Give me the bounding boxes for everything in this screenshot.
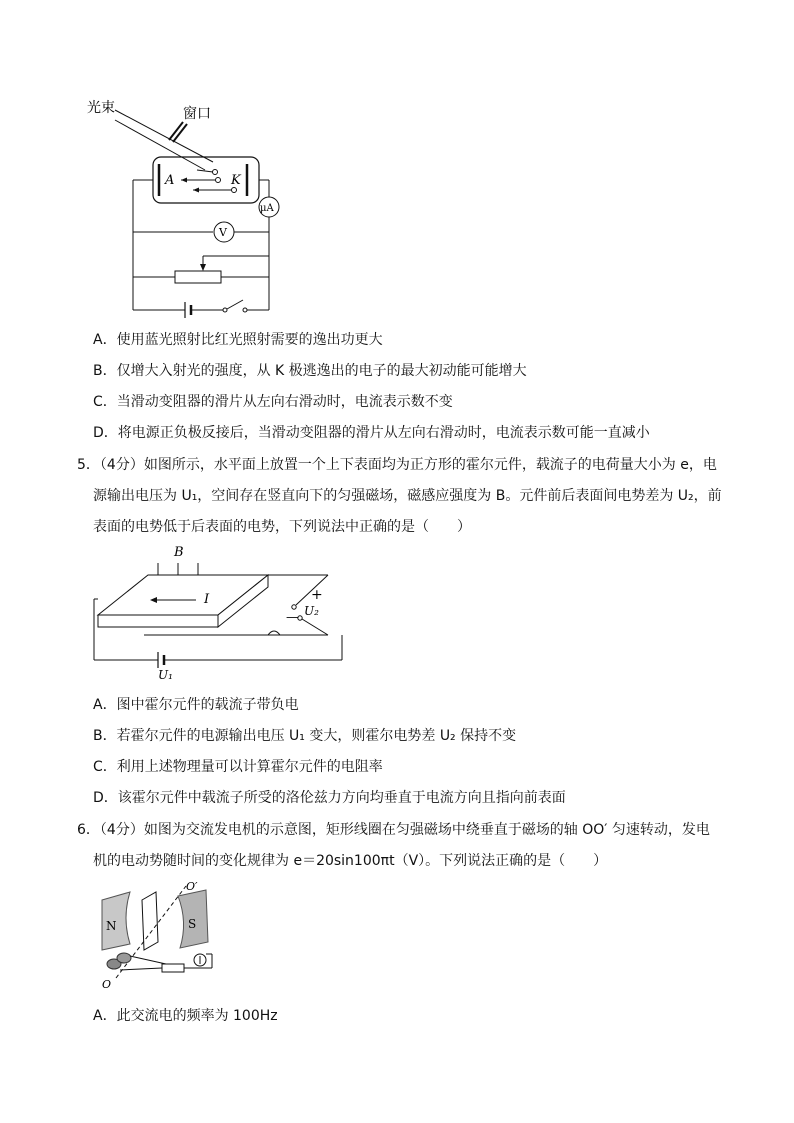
axis-top-label: O′ bbox=[186, 880, 198, 893]
q5-option-a: A．图中霍尔元件的载流子带负电 bbox=[93, 697, 299, 713]
hall-element-figure bbox=[92, 543, 372, 683]
q4-option-b: B．仅增大入射光的强度，从 K 极逃逸出的电子的最大初动能可能增大 bbox=[93, 363, 527, 379]
u2-plus-sign: + bbox=[311, 587, 323, 603]
cathode-label: K bbox=[231, 173, 241, 188]
q4-option-c: C．当滑动变阻器的滑片从左向右滑动时，电流表示数不变 bbox=[93, 394, 453, 410]
hall-voltage-label: U₂ bbox=[304, 604, 319, 618]
q5-stem-line2: 源输出电压为 U₁，空间存在竖直向下的匀强磁场，磁感应强度为 B。元件前后表面间电势差为 U₂，前 bbox=[93, 488, 722, 504]
q5-option-c: C．利用上述物理量可以计算霍尔元件的电阻率 bbox=[93, 759, 383, 775]
window-label: 窗口 bbox=[183, 106, 211, 122]
voltmeter-label: V bbox=[219, 226, 227, 239]
q5-option-b: B．若霍尔元件的电源输出电压 U₁ 变大，则霍尔电势差 U₂ 保持不变 bbox=[93, 728, 517, 744]
q4-option-a: A．使用蓝光照射比红光照射需要的逸出功更大 bbox=[93, 332, 383, 348]
q5-option-d: D．该霍尔元件中载流子所受的洛伦兹力方向均垂直于电流方向且指向前表面 bbox=[93, 790, 566, 806]
q6-option-a: A．此交流电的频率为 100Hz bbox=[93, 1008, 278, 1024]
source-voltage-label: U₁ bbox=[158, 668, 173, 682]
q5-stem-line1: 5．（4分）如图所示，水平面上放置一个上下表面均为正方形的霍尔元件，载流子的电荷量大小为 e，电 bbox=[77, 457, 717, 473]
q5-stem-line3: 表面的电势低于后表面的电势，下列说法中正确的是（ ） bbox=[93, 519, 471, 535]
photoelectric-circuit-figure bbox=[85, 92, 285, 322]
south-pole-label: S bbox=[188, 917, 197, 931]
axis-bottom-label: O bbox=[102, 978, 112, 991]
beam-label: 光束 bbox=[87, 100, 115, 116]
magnetic-field-label: B bbox=[174, 545, 184, 560]
u2-minus-sign: — bbox=[286, 610, 299, 625]
q6-stem-line1: 6．（4分）如图为交流发电机的示意图，矩形线圈在匀强磁场中绕垂直于磁场的轴 OO′ 匀速转动，发电 bbox=[77, 822, 710, 838]
q6-stem-line2: 机的电动势随时间的变化规律为 e＝20sin100πt（V）。下列说法正确的是（ ） bbox=[93, 853, 608, 869]
microammeter-label: μA bbox=[260, 203, 274, 214]
anode-label: A bbox=[165, 173, 175, 188]
ac-generator-figure bbox=[96, 878, 226, 998]
north-pole-label: N bbox=[106, 919, 117, 933]
q4-option-d: D．将电源正负极反接后，当滑动变阻器的滑片从左向右滑动时，电流表示数可能一直减小 bbox=[93, 425, 650, 441]
current-label: I bbox=[204, 592, 210, 607]
